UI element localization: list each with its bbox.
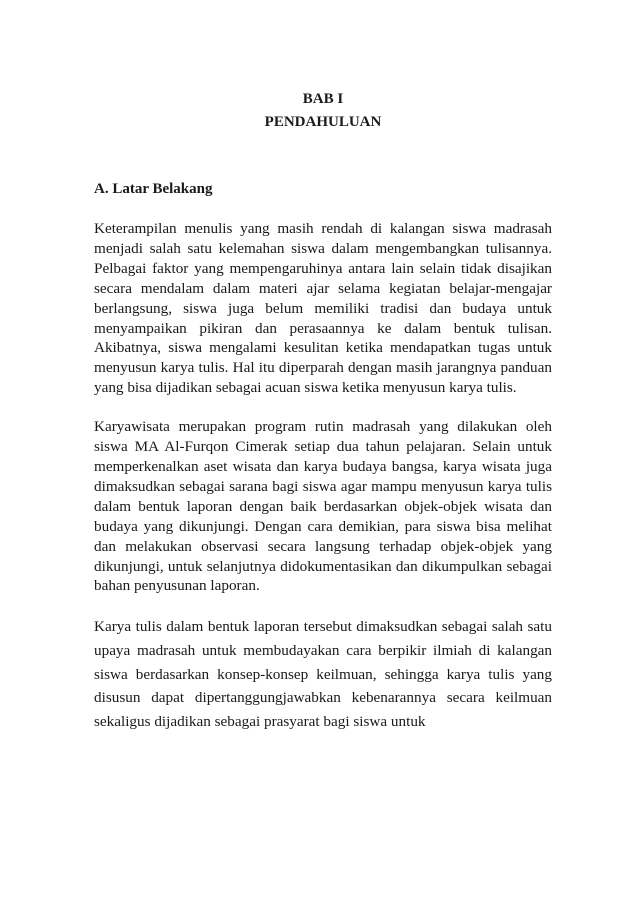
chapter-title: PENDAHULUAN	[264, 114, 382, 130]
paragraph-2: Karyawisata merupakan program rutin madrasah yang dilakukan oleh siswa MA Al-Furqon Cimerak setiap dua tahun pelajaran. Selain untuk memperkenalkan aset wisata dan karya budaya bangsa, karya wisata juga dimaksudkan sebagai sarana bagi siswa agar mampu menyusun karya tulis dalam bentuk laporan dengan baik berdasarkan objek-objek wisata dan budaya yang dikunjungi. Dengan cara demikian, para siswa bisa melihat dan melakukan observasi secara langsung terhadap objek-objek yang dikunjungi, untuk selanjutnya didokumentasikan dan dikumpulkan sebagai bahan penyusunan laporan.	[94, 418, 552, 595]
chapter-heading	[94, 88, 552, 134]
chapter-number: BAB I	[302, 91, 344, 107]
paragraph-3: Karya tulis dalam bentuk laporan tersebut dimaksudkan sebagai salah satu upaya madrasah untuk membudayakan cara berpikir ilmiah di kalangan siswa berdasarkan konsep-konsep keilmuan, sehingga karya tulis yang disusun dapat dipertanggungjawabkan kebenarannya secara keilmuan sekaligus dijadikan sebagai prasyarat bagi siswa untuk	[94, 618, 552, 730]
section-title: A. Latar Belakang	[94, 181, 213, 197]
document-page	[94, 88, 552, 733]
paragraph-1: Keterampilan menulis yang masih rendah di kalangan siswa madrasah menjadi salah satu kelemahan siswa dalam mengembangkan tulisannya. Pelbagai faktor yang mempengaruhinya antara lain selain tidak disajikan secara mendalam dalam materi ajar selama kegiatan belajar-mengajar berlangsung, siswa juga belum memiliki tradisi dan budaya untuk menyampaikan pikiran dan perasaannya ke dalam bentuk tulisan. Akibatnya, siswa mengalami kesulitan ketika mendapatkan tugas untuk menyusun karya tulis. Hal itu diperparah dengan masih jarangnya panduan yang bisa dijadikan sebagai acuan siswa ketika menyusun karya tulis.	[94, 220, 552, 397]
